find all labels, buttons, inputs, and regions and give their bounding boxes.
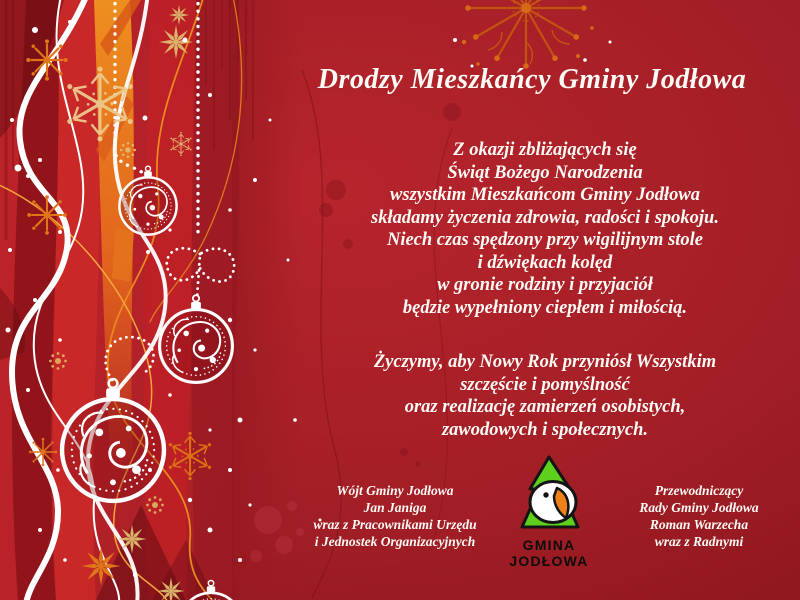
greeting-line: Życzymy, aby Nowy Rok przyniósł Wszystkim bbox=[373, 352, 717, 372]
signature-line: i Jednostek Organizacyjnych bbox=[314, 534, 476, 549]
logo-goose-eye-icon bbox=[543, 492, 548, 497]
greeting-line: oraz realizację zamierzeń osobistych, bbox=[404, 397, 686, 417]
signature-line: Rady Gminy Jodłowa bbox=[639, 500, 759, 515]
greeting-line: wszystkim Mieszkańcom Gminy Jodłowa bbox=[390, 185, 700, 205]
signature-left bbox=[295, 482, 495, 550]
signature-line: Jan Janiga bbox=[363, 500, 427, 515]
signature-line: wraz z Pracownikami Urzędu bbox=[313, 517, 477, 532]
greeting-line: będzie wypełniony ciepłem i miłością. bbox=[402, 297, 688, 318]
signature-line: Roman Warzecha bbox=[649, 517, 749, 532]
signature-right bbox=[599, 482, 799, 550]
greeting-line: szczęście i pomyślność bbox=[460, 374, 630, 395]
greeting-line: Niech czas spędzony przy wigilijnym stole bbox=[386, 230, 704, 250]
logo-text-line1: GMINA bbox=[522, 537, 576, 553]
greeting-line: zawodowych i społecznych. bbox=[441, 419, 649, 440]
signature-line: wraz z Radnymi bbox=[654, 534, 744, 549]
gmina-jodlowa-logo bbox=[495, 448, 615, 578]
logo-text-line2: JODŁOWA bbox=[509, 553, 589, 569]
greeting-paragraph-2 bbox=[280, 351, 800, 441]
greeting-line: składamy życzenia zdrowia, radości i spokoju. bbox=[371, 207, 719, 228]
signature-line: Wójt Gminy Jodłowa bbox=[336, 483, 454, 498]
card-title: Drodzy Mieszkańcy Gminy Jodłowa bbox=[317, 64, 747, 95]
greeting-paragraph-1 bbox=[280, 139, 800, 319]
greeting-line: i dźwiękach kolęd bbox=[477, 252, 613, 273]
signature-line: Przewodniczący bbox=[654, 483, 744, 498]
greeting-line: w gronie rodziny i przyjaciół bbox=[437, 275, 653, 295]
greeting-line: Świąt Bożego Narodzenia bbox=[447, 162, 643, 183]
greeting-line: Z okazji zbliżających się bbox=[453, 140, 637, 160]
